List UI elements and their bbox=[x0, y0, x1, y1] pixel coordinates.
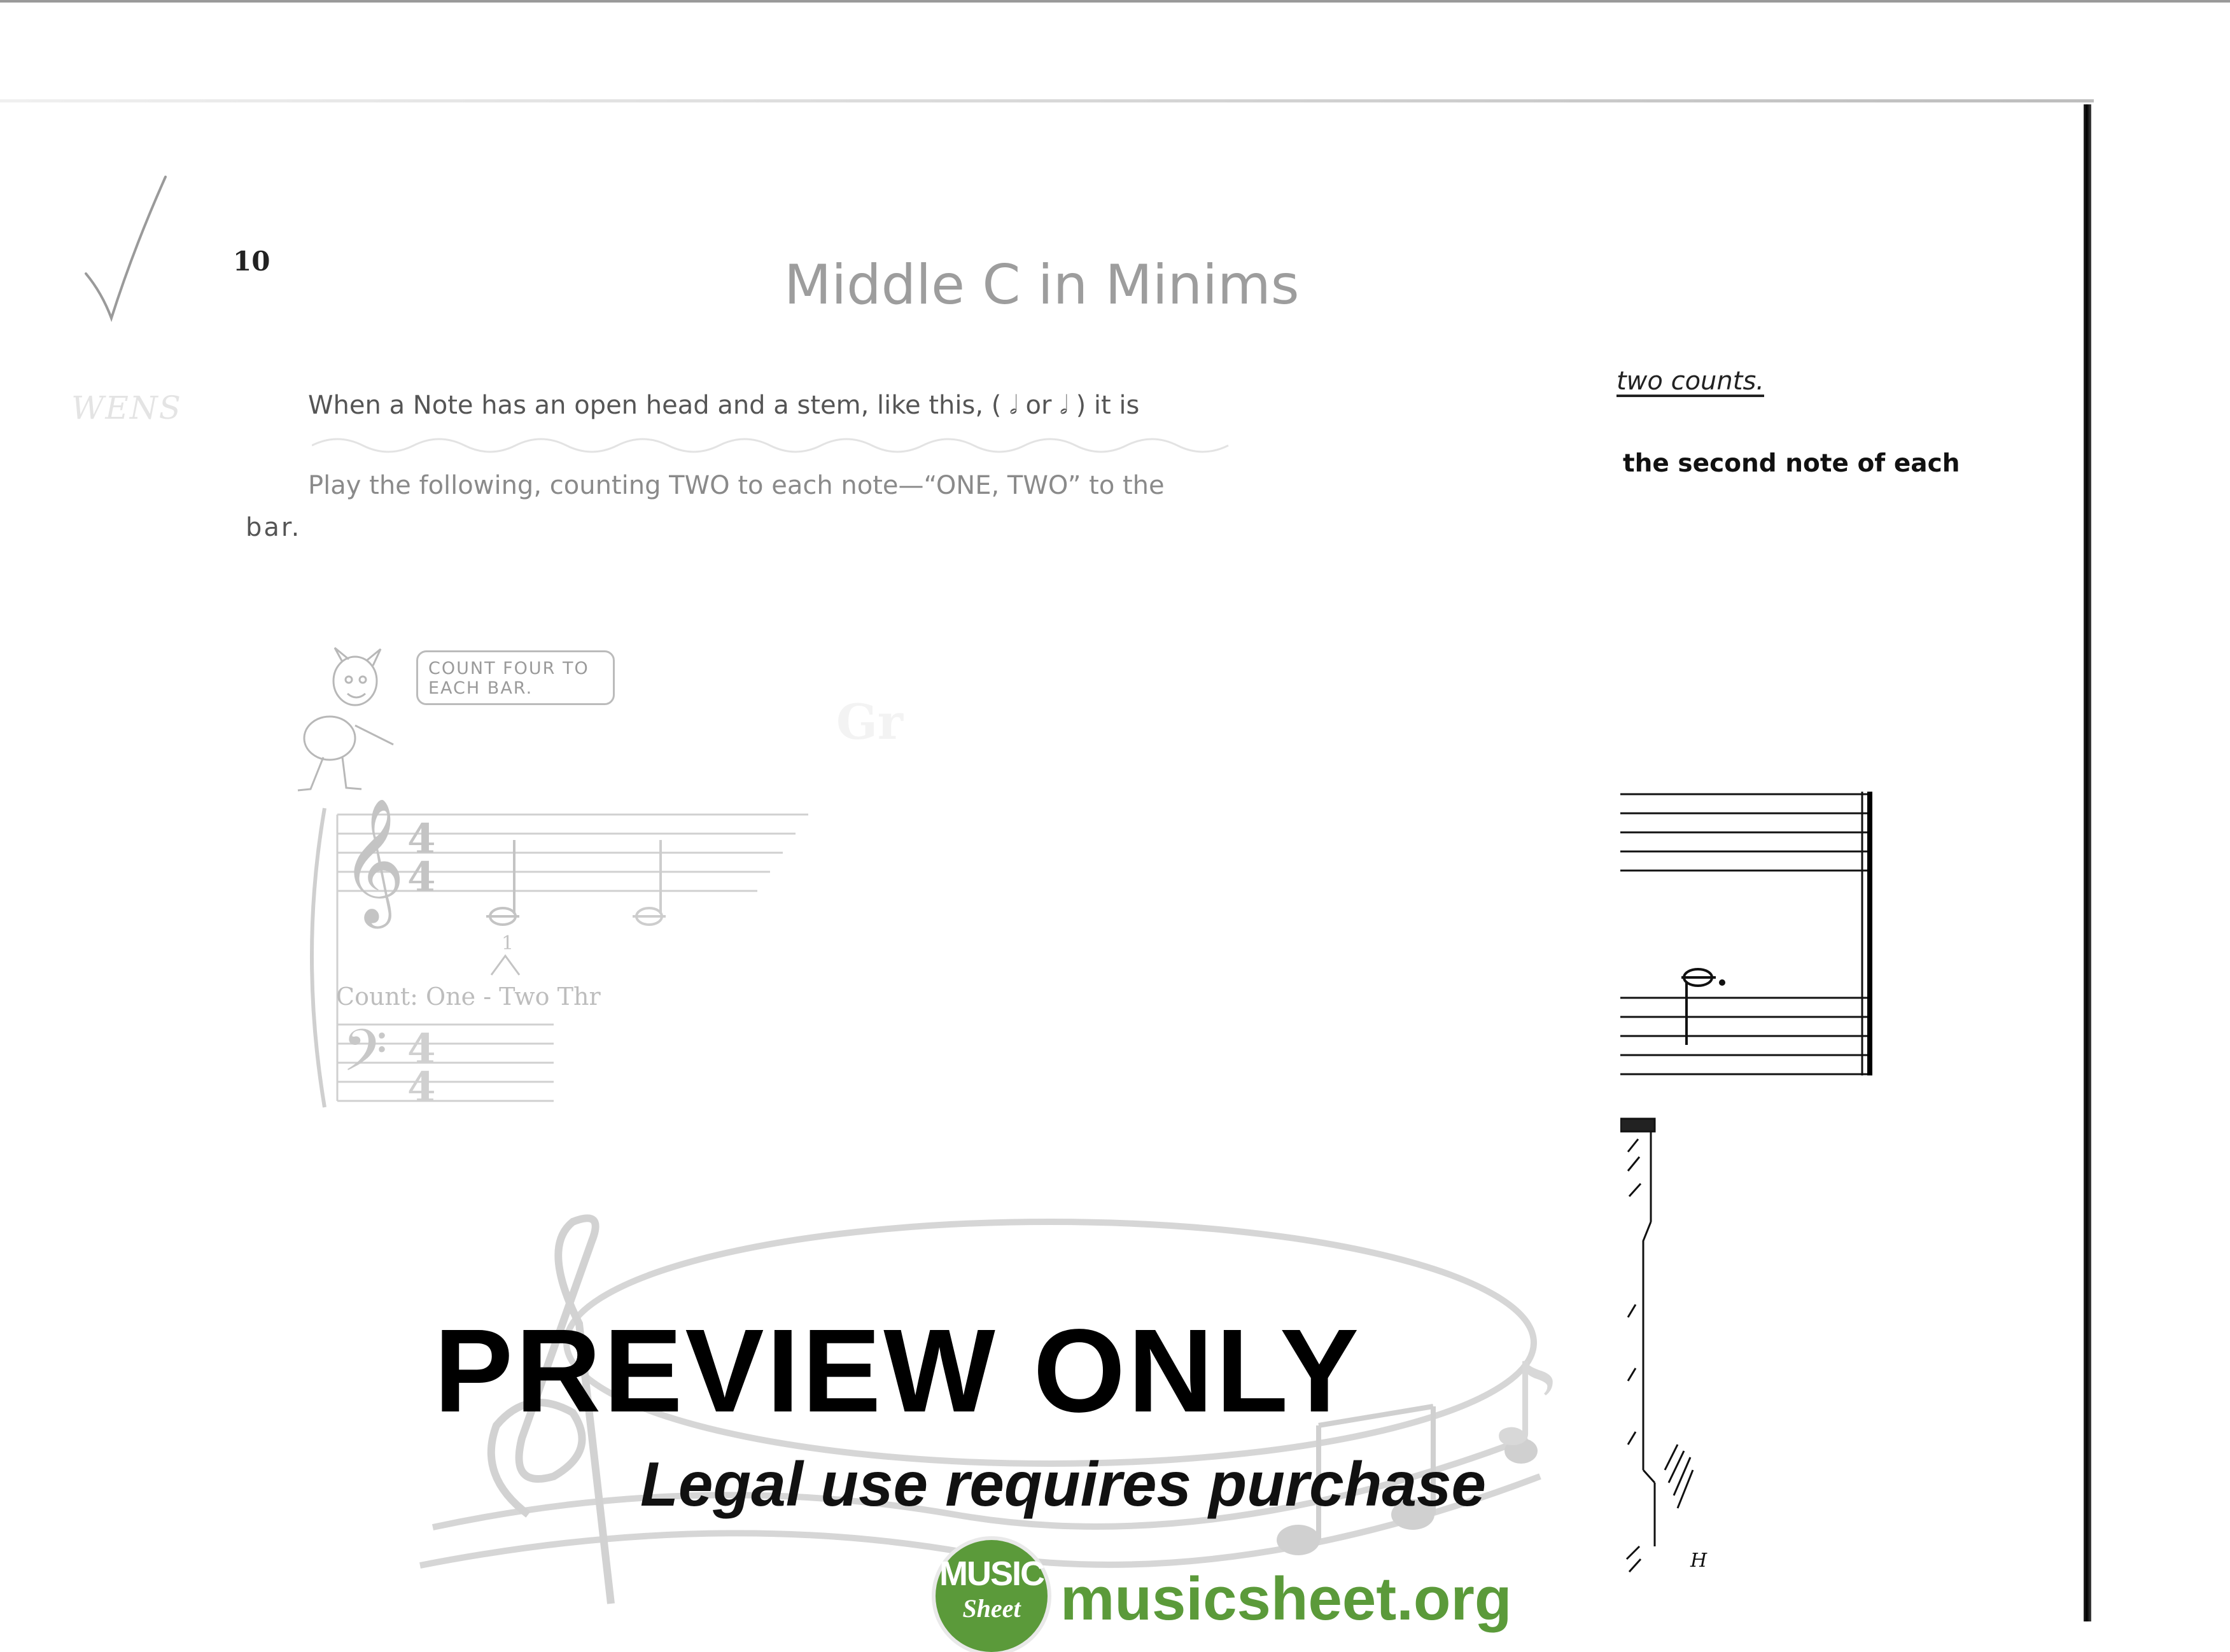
svg-text:4: 4 bbox=[407, 1063, 436, 1111]
svg-text:4: 4 bbox=[407, 1025, 436, 1073]
piano-illustration bbox=[1620, 1114, 1729, 1597]
page-right-edge bbox=[2084, 104, 2091, 1621]
instruction-line-1-end: two counts. bbox=[1616, 367, 1764, 396]
logo-text-bottom: Sheet bbox=[962, 1594, 1021, 1623]
preview-watermark-subtitle: Legal use requires purchase bbox=[640, 1449, 1486, 1519]
pencil-wavy-underline bbox=[312, 433, 1266, 458]
instruction-line-1: When a Note has an open head and a stem, like this, ( 𝅗𝅥 or 𝅗𝅥 ) it is bbox=[308, 391, 1140, 420]
page-top-edge bbox=[0, 99, 2094, 102]
instruction-line-3: bar. bbox=[246, 513, 302, 542]
page-title: Middle C in Minims bbox=[784, 253, 1300, 317]
section-heading: Gr bbox=[836, 694, 903, 750]
svg-text:4: 4 bbox=[407, 815, 436, 863]
site-name-link[interactable]: musicsheet.org bbox=[1060, 1565, 1512, 1633]
pencil-scribble: WENS bbox=[71, 389, 182, 426]
svg-text:♪: ♪ bbox=[1489, 1339, 1562, 1472]
svg-text:1: 1 bbox=[501, 932, 514, 955]
count-label: Count: One - Two Thr bbox=[336, 983, 601, 1011]
speech-bubble: COUNT FOUR TO EACH BAR. bbox=[416, 650, 615, 705]
scan-top-edge bbox=[0, 0, 2230, 3]
page-number: 10 bbox=[233, 246, 270, 277]
treble-clef-icon: 𝄞 bbox=[341, 797, 405, 923]
instruction-line-2: Play the following, counting TWO to each note—“ONE, TWO” to the bbox=[308, 471, 1165, 500]
svg-text:H: H bbox=[1690, 1550, 1708, 1572]
logo-text-top: MUSIC bbox=[939, 1555, 1044, 1593]
musicsheet-logo bbox=[936, 1540, 1048, 1652]
staff-fragment-right bbox=[1620, 783, 1875, 1082]
instruction-line-2-end: the second note of each bbox=[1623, 449, 1960, 478]
elf-illustration bbox=[285, 643, 412, 795]
preview-watermark-title: PREVIEW ONLY bbox=[434, 1305, 1362, 1437]
bass-clef-icon: 𝄢 bbox=[342, 1017, 388, 1098]
minim-note bbox=[1681, 969, 1716, 1045]
svg-text:4: 4 bbox=[407, 853, 436, 901]
pencil-tick-mark bbox=[76, 172, 178, 325]
finger-number-1 bbox=[491, 932, 519, 975]
grand-staff-left bbox=[286, 783, 859, 1114]
